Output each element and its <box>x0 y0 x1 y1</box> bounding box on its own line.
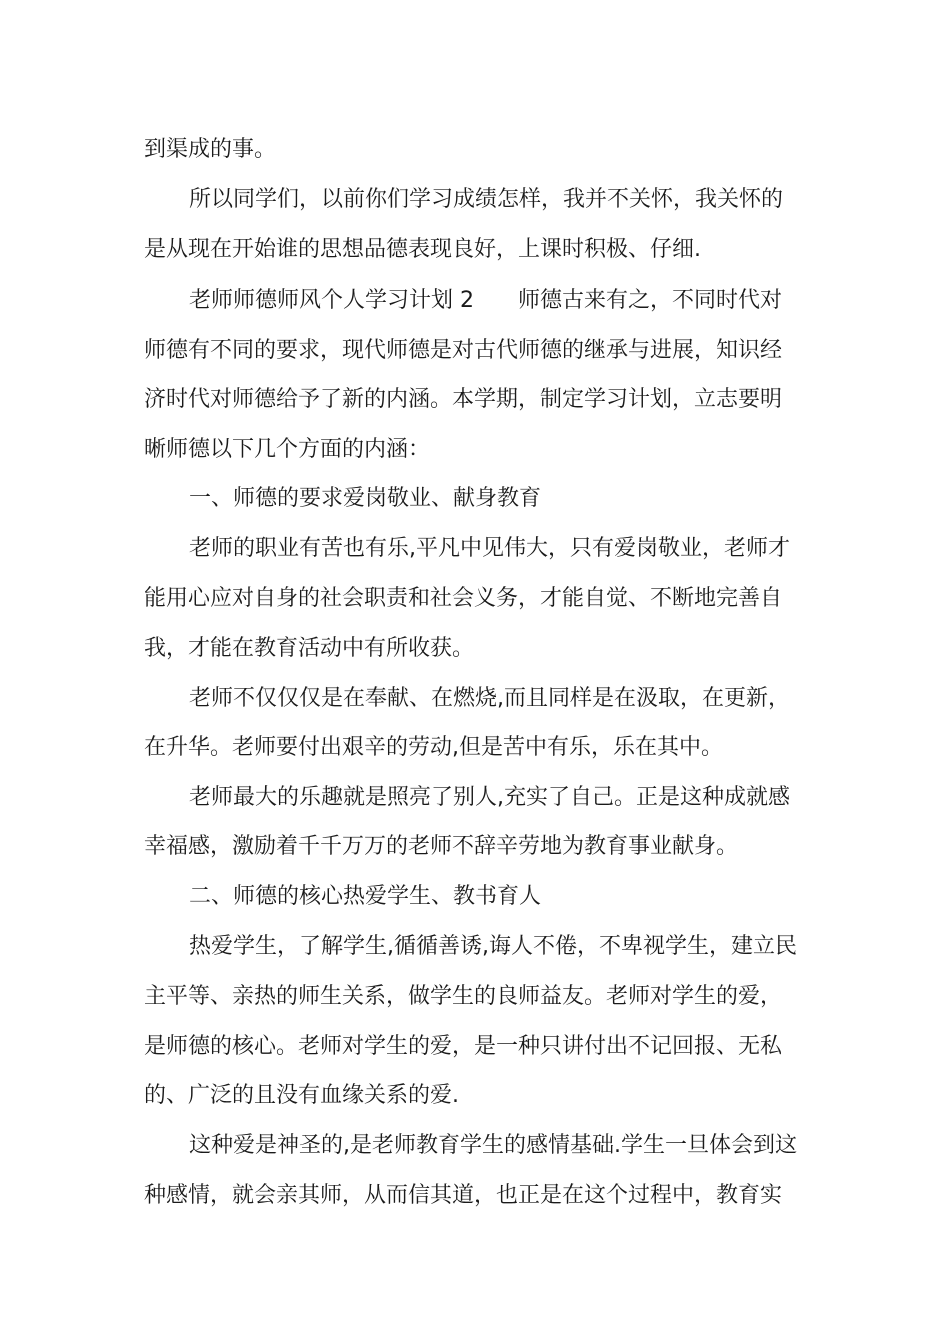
text-line: 在升华。老师要付出艰辛的劳动,但是苦中有乐，乐在其中。 <box>144 735 723 760</box>
text-line: 老师最大的乐趣就是照亮了别人,充实了自己。正是这种成就感 <box>189 785 790 810</box>
text-line: 能用心应对自身的社会职责和社会义务，才能自觉、不断地完善自 <box>144 586 783 611</box>
text-line: 老师不仅仅仅是在奉献、在燃烧,而且同样是在汲取，在更新， <box>189 686 790 711</box>
text-line: 晰师德以下几个方面的内涵： <box>144 437 431 462</box>
text-line: 老师的职业有苦也有乐,平凡中见伟大，只有爱岗敬业，老师才 <box>189 536 790 561</box>
text-line: 的、广泛的且没有血缘关系的爱. <box>144 1083 459 1108</box>
text-line: 这种爱是神圣的,是老师教育学生的感情基础.学生一旦体会到这 <box>189 1133 797 1158</box>
text-line: 我，才能在教育活动中有所收获。 <box>144 636 475 661</box>
text-line: 济时代对师德给予了新的内涵。本学期，制定学习计划，立志要明 <box>144 387 783 412</box>
text-line: 所以同学们，以前你们学习成绩怎样，我并不关怀，我关怀的 <box>189 187 784 212</box>
text-line: 种感情，就会亲其师，从而信其道，也正是在这个过程中，教育实 <box>144 1183 783 1208</box>
text-line: 老师师德师风个人学习计划 2 师德古来有之，不同时代对 <box>189 288 782 313</box>
section-heading: 二、师德的核心热爱学生、教书育人 <box>189 884 542 909</box>
text-line: 师德有不同的要求，现代师德是对古代师德的继承与进展，知识经 <box>144 338 783 363</box>
text-line: 到渠成的事。 <box>144 137 277 162</box>
text-line: 幸福感，激励着千千万万的老师不辞辛劳地为教育事业献身。 <box>144 834 739 859</box>
text-line: 热爱学生，了解学生,循循善诱,诲人不倦，不卑视学生，建立民 <box>189 934 797 959</box>
text-line: 是师德的核心。老师对学生的爱，是一种只讲付出不记回报、无私 <box>144 1034 783 1059</box>
text-line: 主平等、亲热的师生关系，做学生的良师益友。老师对学生的爱， <box>144 984 783 1009</box>
section-heading: 一、师德的要求爱岗敬业、献身教育 <box>189 486 542 511</box>
text-line: 是从现在开始谁的思想品德表现良好，上课时积极、仔细. <box>144 237 701 262</box>
